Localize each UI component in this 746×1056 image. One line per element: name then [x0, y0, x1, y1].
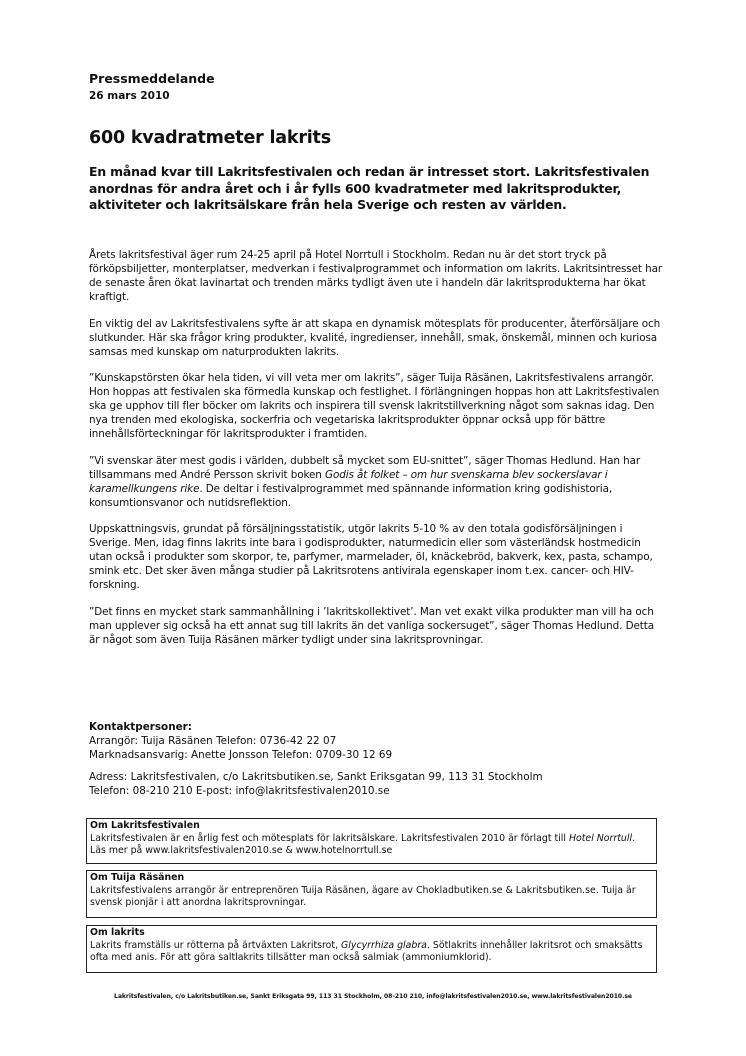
box-text-part: Lakrits framställs ur rötterna på ärtväxten Lakritsrot, — [90, 939, 342, 951]
box-text: Lakritsfestivalens arrangör är entreprenören Tuija Räsänen, ägare av Chokladbutiken.se & Lakritsbutiken.se. Tuija är svensk pionjär i att anordna lakritsprovningar. — [90, 884, 636, 908]
about-organizer-box — [86, 870, 657, 918]
box-text-part: Lakritsfestivalen är en årlig fest och mötesplats för lakritsälskare. Lakritsfestivalen 2010 är förlagt till — [90, 832, 569, 844]
box-text — [90, 833, 653, 858]
contact-address: Adress: Lakritsfestivalen, c/o Lakritsbutiken.se, Sankt Eriksgatan 99, 113 31 Stockholm — [89, 771, 543, 783]
box-text — [90, 940, 653, 965]
book-title: Godis åt folket – om hur svenskarna blev sockerslavar i karamellkungens rike — [89, 468, 608, 495]
body-text — [89, 248, 664, 659]
paragraph: Årets lakritsfestival äger rum 24-25 april på Hotel Norrtull i Stockholm. Redan nu är det stort tryck på förköpsbiljetter, monterplatser, medverkan i festivalprogrammet och information om lakrits. Lakritsintresset har de senaste åren ökat lavinartat och trenden märks tydligt även ute i handeln där lakritsprodukterna har ökat kraftigt. — [89, 249, 663, 303]
box-title: Om Lakritsfestivalen — [90, 820, 200, 831]
contact-organizer: Arrangör: Tuija Räsänen Telefon: 0736-42 22 07 — [89, 735, 337, 747]
paragraph: Uppskattningsvis, grundat på försäljningsstatistik, utgör lakrits 5-10 % av den totala godisförsäljningen i Sverige. Men, idag finns lakrits inte bara i godisprodukter, naturmedicin eller som västerländsk hostmedicin utan också i produkter som skorpor, te, parfymer, marmelader, öl, knäckebröd, bakverk, kex, pasta, schampo, smink etc. Det sker även många studier på Lakritsrotens antivirala egenskaper inom t.ex. cancer- och HIV-forskning. — [89, 523, 653, 591]
about-licorice-box — [86, 925, 657, 973]
box-text-part: . Läs mer på www.lakritsfestivalen2010.se & www.hotelnorrtull.se — [90, 832, 636, 856]
lead-paragraph: En månad kvar till Lakritsfestivalen och redan är intresset stort. Lakritsfestivalen anordnas för andra året och i år fylls 600 kvadratmeter med lakritsprodukter, aktiviteter och lakritsälskare från hela Sverige och resten av världen. — [89, 164, 650, 212]
latin-name: Glycyrrhiza glabra — [341, 939, 427, 951]
footer: Lakritsfestivalen, c/o Lakritsbutiken.se, Sankt Eriksgata 99, 113 31 Stockholm, 08-210 210, info@lakritsfestivalen2010.se, www.lakritsfestivalen2010.se — [114, 993, 632, 1000]
box-text-part: . Sötlakrits innehåller lakritsrot och smaksätts ofta med anis. För att göra saltlakrits tillsätter man också salmiak (ammoniumklorid). — [90, 939, 643, 963]
document-type-label: Pressmeddelande — [89, 71, 215, 86]
box-title: Om Tuija Räsänen — [90, 872, 185, 883]
contact-marketing: Marknadsansvarig: Anette Jonsson Telefon: 0709-30 12 69 — [89, 749, 393, 761]
venue-name: Hotel Norrtull — [568, 832, 633, 844]
paragraph: En viktig del av Lakritsfestivalens syfte är att skapa en dynamisk mötesplats för producenter, återförsäljare och slutkunder. Här ska frågor kring produkter, kvalité, ingredienser, innehåll, smak, önskemål, minnen och kuriosa samsas med kunskap om naturprodukten lakrits. — [89, 317, 661, 358]
paragraph — [89, 454, 664, 510]
paragraph: ”Det finns en mycket stark sammanhållning i ’lakritskollektivet’. Man vet exakt vilka produkter man vill ha och man upplever sig också ha ett annat sug till lakrits än det vanliga sockersuget”, säger Thomas Hedlund. Detta är något som även Tuija Räsänen märker tydligt under sina lakritsprovningar. — [89, 605, 654, 646]
box-title: Om lakrits — [90, 927, 145, 938]
release-date: 26 mars 2010 — [89, 90, 170, 102]
contact-phone-email: Telefon: 08-210 210 E-post: info@lakritsfestivalen2010.se — [89, 785, 390, 797]
paragraph: ”Kunskapstörsten ökar hela tiden, vi vill veta mer om lakrits”, säger Tuija Räsänen, Lakritsfestivalens arrangör. Hon hoppas att festivalen ska förmedla kunskap och festlighet. I förlängningen hoppas hon att Lakritsfestivalen ska ge upphov till fler böcker om lakrits och inspirera till svensk lakritstillverkning något som saknas idag. Den nya trenden med ekologiska, sockerfria och vegetariska lakritsprodukter öppnar också upp för bättre innehållsförteckningar för lakritsprodukter i framtiden. — [89, 372, 660, 440]
paragraph-text: . De deltar i festivalprogrammet med spännande information kring godishistoria, konsumtionsvanor och nutidsreflektion. — [89, 482, 613, 509]
paragraph-text: ”Vi svenskar äter mest godis i världen, dubbelt så mycket som EU-snittet”, säger Thomas Hedlund. Han har tillsammans med André Persson skrivit boken — [89, 454, 641, 481]
contact-section — [89, 720, 664, 798]
about-festival-box — [86, 818, 657, 864]
headline: 600 kvadratmeter lakrits — [89, 128, 331, 148]
contact-heading: Kontaktpersoner: — [89, 721, 192, 733]
